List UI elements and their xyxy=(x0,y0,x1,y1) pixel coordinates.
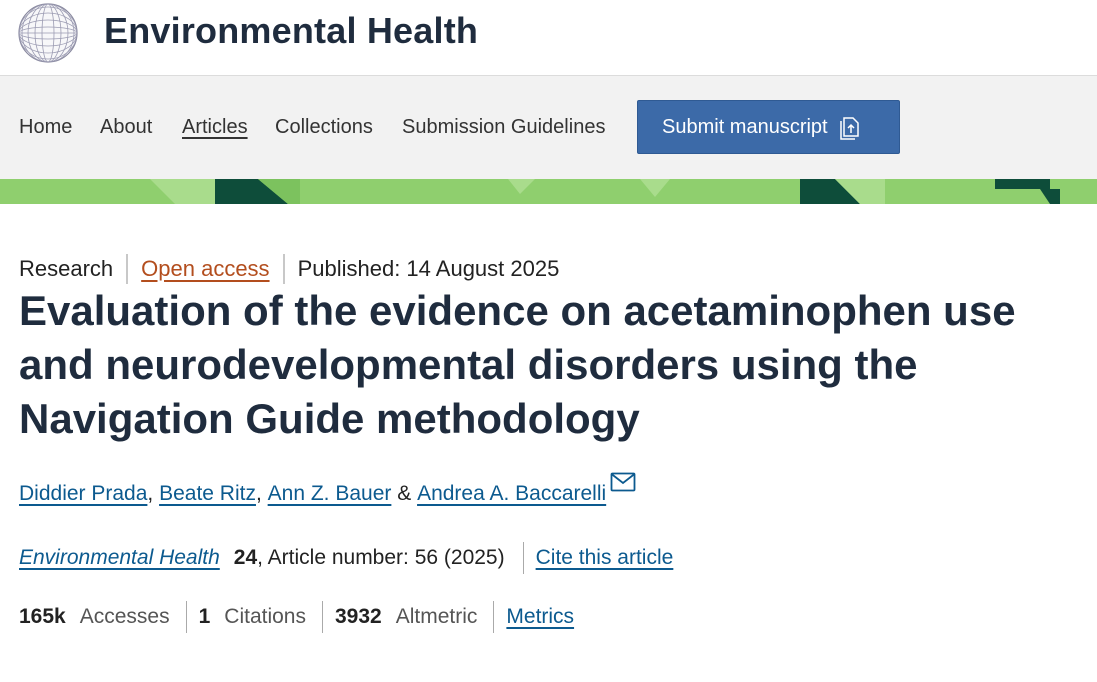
envelope-icon[interactable] xyxy=(610,472,636,492)
citations-value: 1 xyxy=(198,605,211,628)
nav-item-articles[interactable]: Articles xyxy=(182,116,248,138)
author-separator: , xyxy=(147,482,160,505)
divider xyxy=(493,601,494,633)
divider xyxy=(283,254,285,284)
metrics-link[interactable]: Metrics xyxy=(506,605,575,628)
journal-link[interactable]: Environmental Health xyxy=(19,546,220,569)
accesses-label: Accesses xyxy=(79,605,170,628)
nav-item-home[interactable]: Home xyxy=(19,116,73,138)
author-link[interactable]: Ann Z. Bauer xyxy=(267,482,392,505)
volume-number: 24 xyxy=(233,546,258,569)
submit-manuscript-label: Submit manuscript xyxy=(662,115,828,138)
altmetric-label: Altmetric xyxy=(395,605,478,628)
main-nav xyxy=(0,76,1097,179)
metrics-bar xyxy=(19,601,574,633)
author-list xyxy=(19,480,636,506)
nav-item-submission-guidelines[interactable]: Submission Guidelines xyxy=(402,116,606,138)
author-link[interactable]: Diddier Prada xyxy=(19,482,148,505)
author-separator: & xyxy=(391,482,418,505)
site-header xyxy=(0,0,1097,76)
author-link[interactable]: Beate Ritz xyxy=(159,482,256,505)
journal-title[interactable]: Environmental Health xyxy=(104,10,479,51)
divider xyxy=(186,601,187,633)
article-title: Evaluation of the evidence on acetaminophen use and neurodevelopmental disorders using the Navigation Guide methodology xyxy=(19,287,1016,442)
divider xyxy=(523,542,524,574)
divider xyxy=(126,254,128,284)
citations-label: Citations xyxy=(224,605,306,628)
accesses-value: 165k xyxy=(19,605,66,628)
open-access-link[interactable]: Open access xyxy=(141,256,270,281)
altmetric-value: 3932 xyxy=(334,605,382,628)
globe-logo-icon[interactable] xyxy=(17,2,79,64)
article-type: Research xyxy=(19,256,114,281)
divider xyxy=(322,601,323,633)
nav-item-collections[interactable]: Collections xyxy=(275,116,373,138)
author-link[interactable]: Andrea A. Baccarelli xyxy=(417,482,607,505)
article-number: , Article number: 56 (2025) xyxy=(257,546,505,569)
published-date: Published: 14 August 2025 xyxy=(297,256,560,281)
decorative-banner xyxy=(0,179,1097,204)
submit-manuscript-button[interactable] xyxy=(637,100,900,154)
nav-item-about[interactable]: About xyxy=(100,116,153,138)
external-link-icon xyxy=(838,114,864,140)
article-meta xyxy=(19,254,559,284)
cite-this-article-link[interactable]: Cite this article xyxy=(535,546,674,569)
citation-line xyxy=(19,542,673,574)
author-separator: , xyxy=(255,482,268,505)
